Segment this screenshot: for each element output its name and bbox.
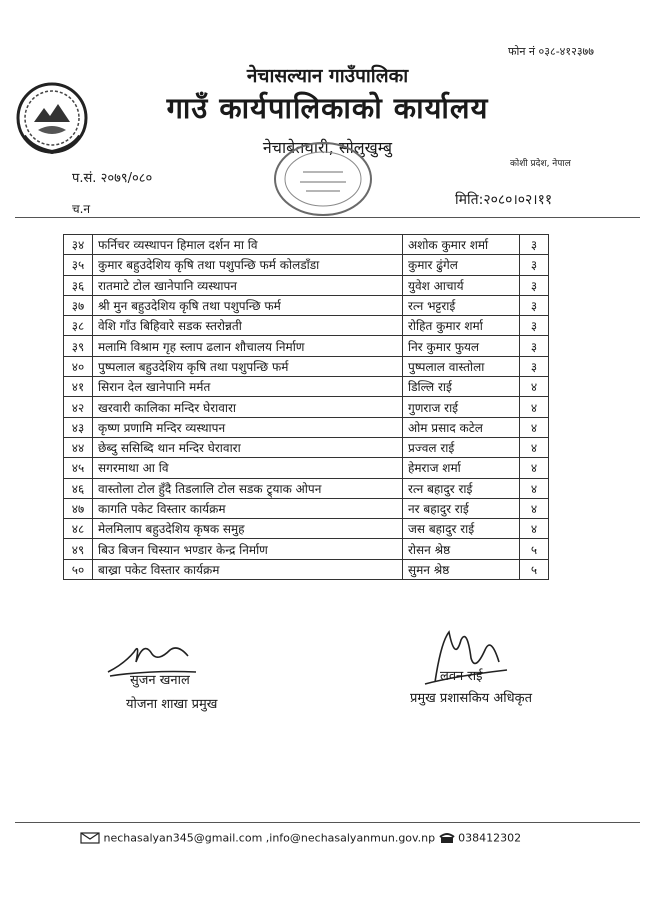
row-program-name: श्री मुन बहुउदेशिय कृषि तथा पशुपन्छि फर्म xyxy=(93,295,403,315)
telephone-icon xyxy=(439,832,455,844)
row-ward-number: ३ xyxy=(520,356,549,376)
row-responsible-person: प्रज्वल राई xyxy=(403,437,520,457)
row-serial-number: ५० xyxy=(64,559,93,579)
row-ward-number: ४ xyxy=(520,478,549,498)
email-envelope-icon xyxy=(80,832,100,844)
table-row xyxy=(64,397,549,417)
row-ward-number: ५ xyxy=(520,539,549,559)
row-serial-number: ४० xyxy=(64,356,93,376)
table-row xyxy=(64,316,549,336)
footer-divider xyxy=(15,822,640,823)
table-row xyxy=(64,437,549,457)
cao-name: लवन राई xyxy=(440,669,483,684)
row-responsible-person: कुमार ढुंगेल xyxy=(403,255,520,275)
cao-title: प्रमुख प्रशासकिय अधिकृत xyxy=(410,691,533,706)
row-ward-number: ४ xyxy=(520,437,549,457)
footer-phone: 038412302 xyxy=(458,831,522,845)
office-name: गाउँ कार्यपालिकाको कार्यालय xyxy=(166,91,489,125)
row-responsible-person: रोसन श्रेष्ठ xyxy=(403,539,520,559)
office-phone: फोन नं ०३८-४१२३७७ xyxy=(508,45,594,58)
row-program-name: छेब्दु ससिब्दि थान मन्दिर घेरावारा xyxy=(93,437,403,457)
row-program-name: कुमार बहुउदेशिय कृषि तथा पशुपन्छि फर्म कोलडाँडा xyxy=(93,255,403,275)
row-responsible-person: सुमन श्रेष्ठ xyxy=(403,559,520,579)
header-divider xyxy=(15,217,640,218)
row-serial-number: ३९ xyxy=(64,336,93,356)
row-ward-number: ३ xyxy=(520,336,549,356)
row-ward-number: ३ xyxy=(520,235,549,255)
row-serial-number: ४९ xyxy=(64,539,93,559)
province-label: कोशी प्रदेश, नेपाल xyxy=(510,159,571,169)
table-row xyxy=(64,336,549,356)
row-program-name: कृष्ण प्रणामि मन्दिर व्यस्थापन xyxy=(93,417,403,437)
row-serial-number: ३४ xyxy=(64,235,93,255)
row-ward-number: ४ xyxy=(520,519,549,539)
municipality-name: नेचासल्यान गाउँपालिका xyxy=(246,65,409,87)
row-ward-number: ४ xyxy=(520,498,549,518)
row-serial-number: ४८ xyxy=(64,519,93,539)
row-program-name: वेशि गाँउ बिहिवारे सडक स्तरोन्नती xyxy=(93,316,403,336)
row-responsible-person: हेमराज शर्मा xyxy=(403,458,520,478)
table-row xyxy=(64,417,549,437)
table-row xyxy=(64,255,549,275)
row-responsible-person: पुष्पलाल वास्तोला xyxy=(403,356,520,376)
row-program-name: मेलमिलाप बहुउदेशिय कृषक समुह xyxy=(93,519,403,539)
row-program-name: रातमाटे टोल खानेपानि व्यस्थापन xyxy=(93,275,403,295)
row-responsible-person: रत्न भट्टराई xyxy=(403,295,520,315)
row-serial-number: ४३ xyxy=(64,417,93,437)
row-program-name: बाख्रा पकेट विस्तार कार्यक्रम xyxy=(93,559,403,579)
row-ward-number: ४ xyxy=(520,458,549,478)
row-ward-number: ३ xyxy=(520,275,549,295)
row-ward-number: ५ xyxy=(520,559,549,579)
row-responsible-person: डिल्लि राई xyxy=(403,377,520,397)
row-responsible-person: गुणराज राई xyxy=(403,397,520,417)
row-serial-number: ३७ xyxy=(64,295,93,315)
office-address: नेचाबेतघारी, सोलुखुम्बु xyxy=(262,138,393,157)
row-serial-number: ४६ xyxy=(64,478,93,498)
row-responsible-person: जस बहादुर राई xyxy=(403,519,520,539)
row-program-name: फर्निचर व्यस्थापन हिमाल दर्शन मा वि xyxy=(93,235,403,255)
table-row xyxy=(64,275,549,295)
row-serial-number: ३६ xyxy=(64,275,93,295)
dispatch-number: च.न xyxy=(72,202,91,216)
table-row xyxy=(64,377,549,397)
table-row xyxy=(64,235,549,255)
planning-head-name: सुजन खनाल xyxy=(130,673,190,688)
row-serial-number: ४१ xyxy=(64,377,93,397)
row-responsible-person: रत्न बहादुर राई xyxy=(403,478,520,498)
row-responsible-person: ओम प्रसाद कटेल xyxy=(403,417,520,437)
row-serial-number: ४५ xyxy=(64,458,93,478)
row-program-name: बिउ बिजन चिस्यान भण्डार केन्द्र निर्माण xyxy=(93,539,403,559)
reference-number: प.सं. २०७९/०८० xyxy=(72,171,153,186)
footer-emails[interactable]: nechasalyan345@gmail.com ,info@nechasalyanmun.gov.np xyxy=(103,831,436,845)
office-stamp-icon xyxy=(268,138,378,220)
row-responsible-person: अशोक कुमार शर्मा xyxy=(403,235,520,255)
row-serial-number: ३५ xyxy=(64,255,93,275)
row-responsible-person: नर बहादुर राई xyxy=(403,498,520,518)
row-program-name: सिरान देल खानेपानि मर्मत xyxy=(93,377,403,397)
table-row xyxy=(64,559,549,579)
project-table xyxy=(63,234,549,580)
row-ward-number: ४ xyxy=(520,417,549,437)
row-serial-number: ४७ xyxy=(64,498,93,518)
row-responsible-person: निर कुमार फुयल xyxy=(403,336,520,356)
table-row xyxy=(64,539,549,559)
row-responsible-person: रोहित कुमार शर्मा xyxy=(403,316,520,336)
row-ward-number: ४ xyxy=(520,377,549,397)
footer-contact xyxy=(80,831,521,845)
row-program-name: कागति पकेट विस्तार कार्यक्रम xyxy=(93,498,403,518)
row-ward-number: ३ xyxy=(520,295,549,315)
table-row xyxy=(64,295,549,315)
row-ward-number: ४ xyxy=(520,397,549,417)
table-row xyxy=(64,478,549,498)
row-ward-number: ३ xyxy=(520,255,549,275)
row-responsible-person: युवेश आचार्य xyxy=(403,275,520,295)
planning-head-title: योजना शाखा प्रमुख xyxy=(126,697,218,712)
row-serial-number: ३८ xyxy=(64,316,93,336)
table-row xyxy=(64,458,549,478)
row-ward-number: ३ xyxy=(520,316,549,336)
table-row xyxy=(64,498,549,518)
row-serial-number: ४२ xyxy=(64,397,93,417)
row-program-name: पुष्पलाल बहुउदेशिय कृषि तथा पशुपन्छि फर्म xyxy=(93,356,403,376)
letter-date: मिति:२०८०।०२।११ xyxy=(455,192,553,208)
table-row xyxy=(64,519,549,539)
row-program-name: वास्तोला टोल हुँदै तिडलालि टोल सडक ट्र्याक ओपन xyxy=(93,478,403,498)
row-serial-number: ४४ xyxy=(64,437,93,457)
row-program-name: सगरमाथा आ वि xyxy=(93,458,403,478)
row-program-name: मलामि विश्राम गृह स्लाप ढलान शौचालय निर्माण xyxy=(93,336,403,356)
row-program-name: खरवारी कालिका मन्दिर घेरावारा xyxy=(93,397,403,417)
table-row xyxy=(64,356,549,376)
